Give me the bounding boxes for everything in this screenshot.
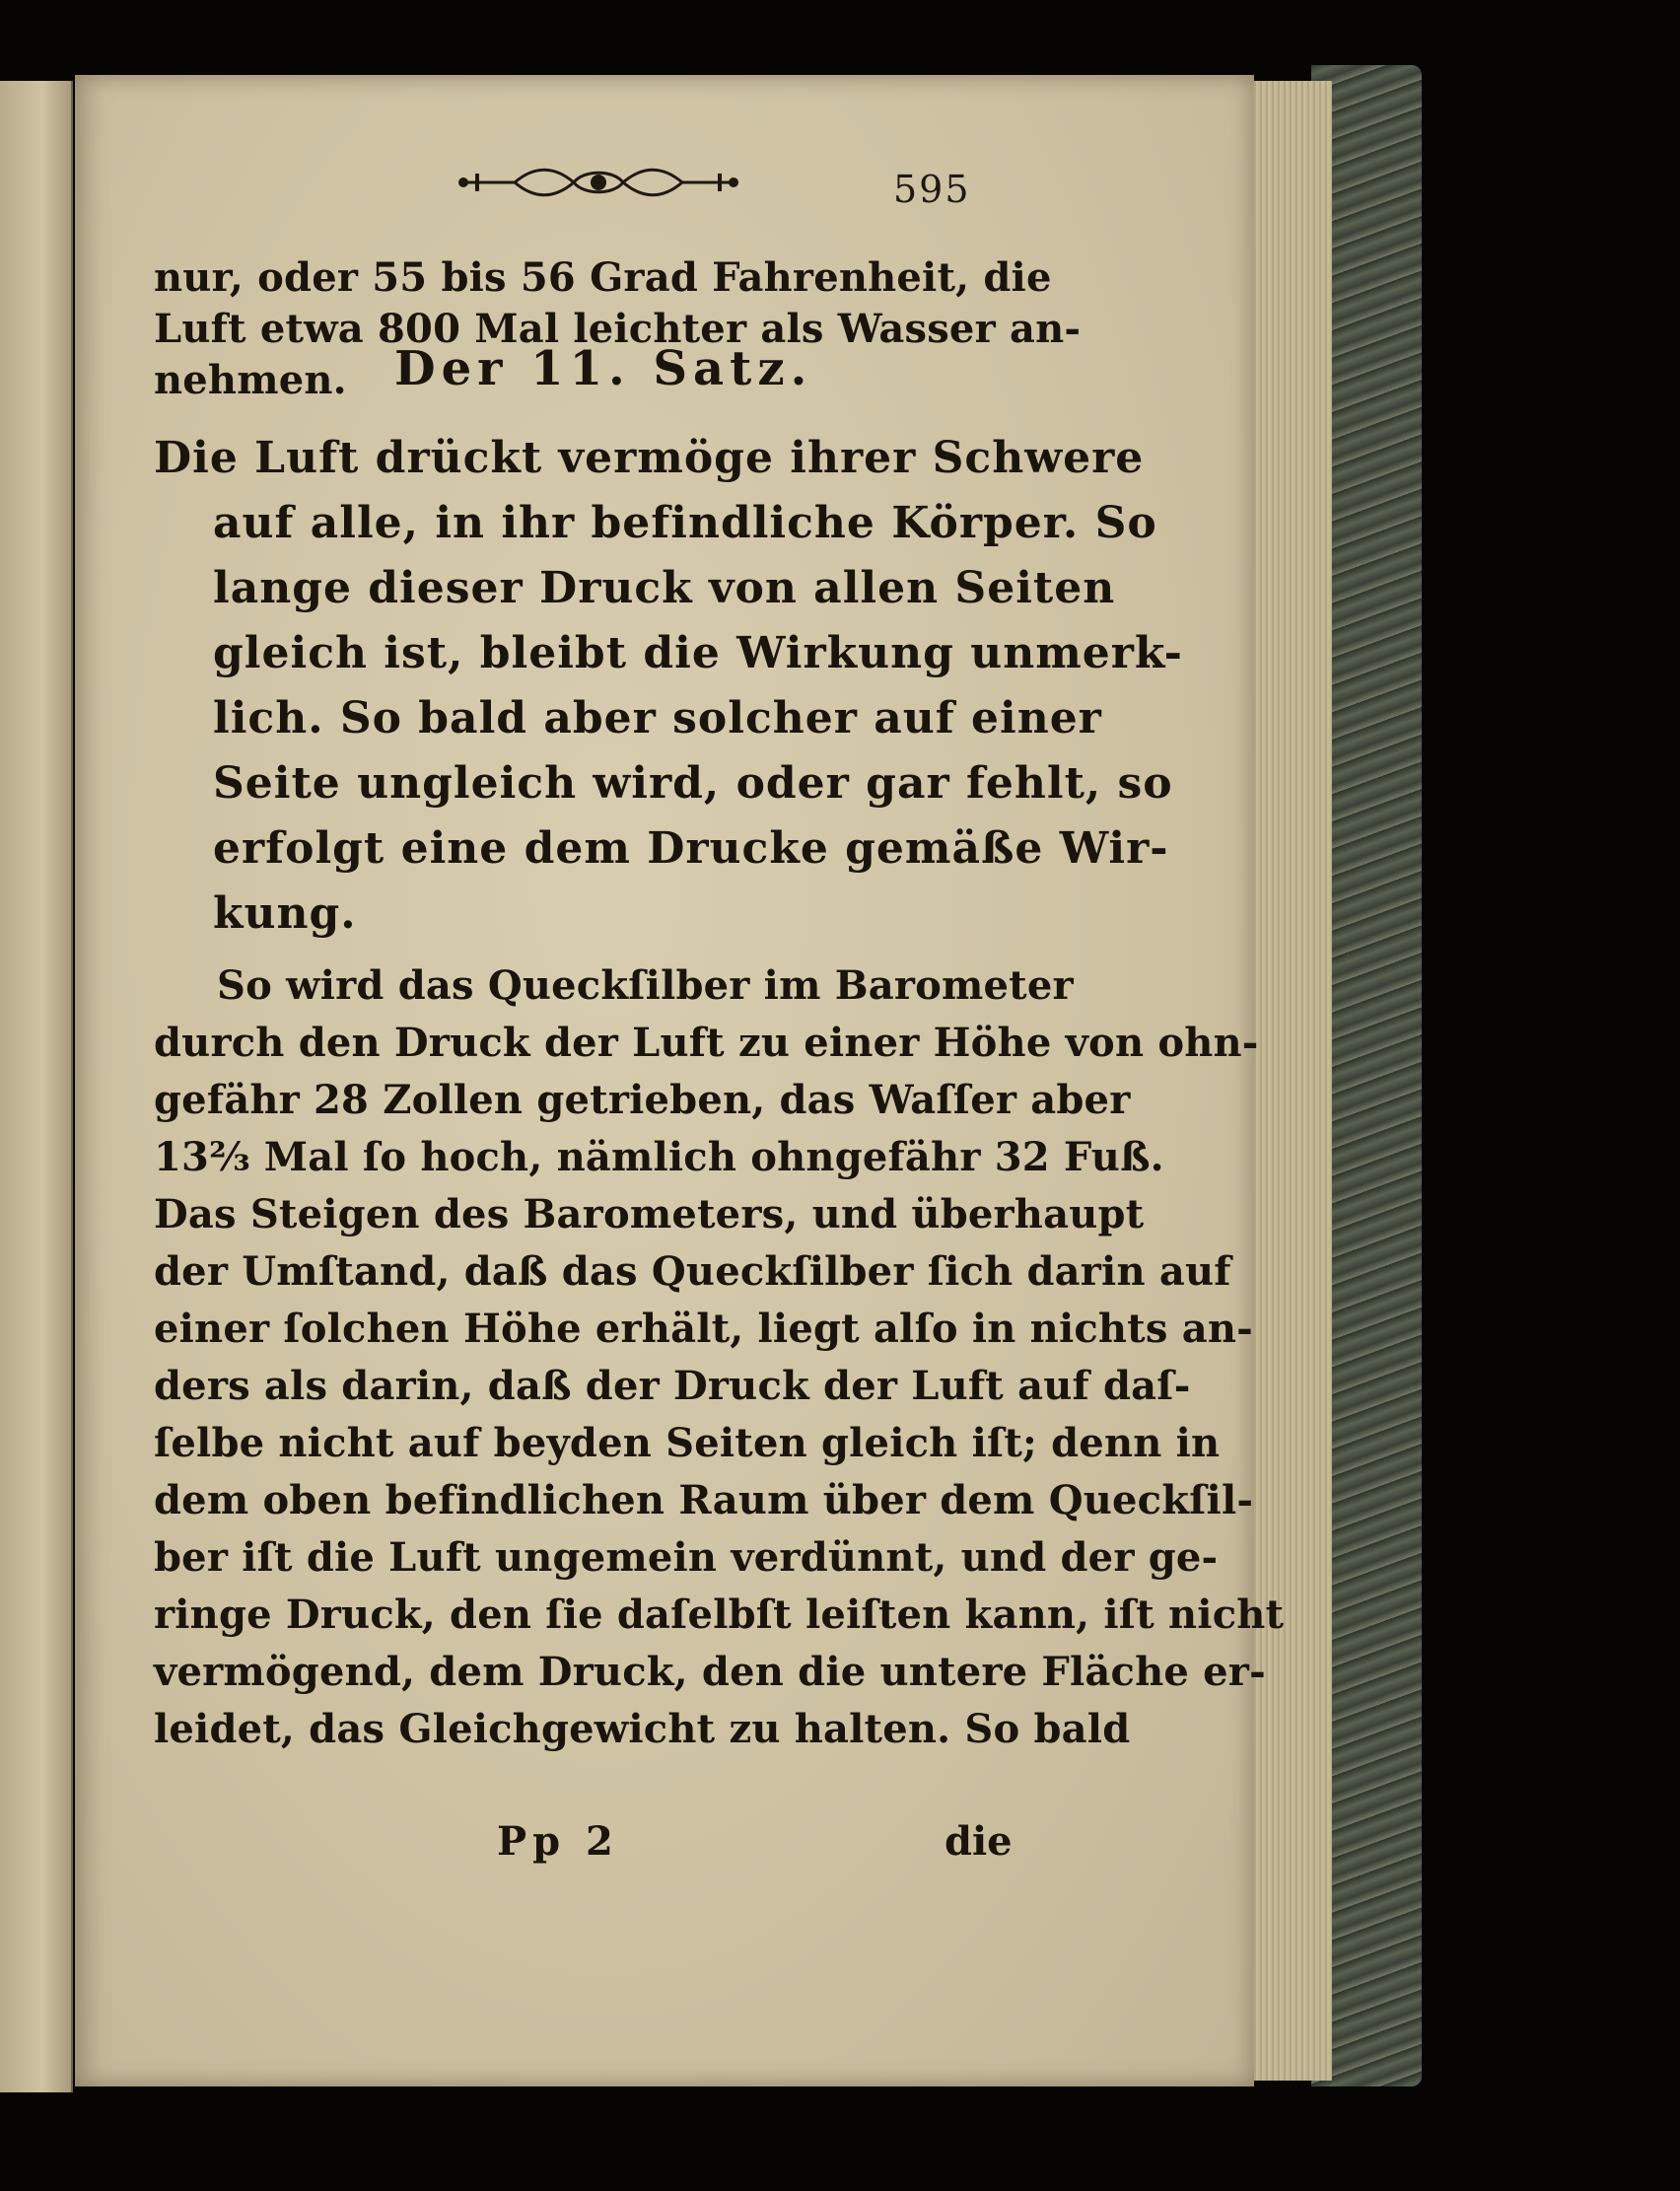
catchword: die	[945, 1818, 1013, 1865]
body-line: der Umſtand, daß das Queckſilber ſich darin auf	[154, 1248, 1231, 1295]
body-line: ber iſt die Luft ungemein verdünnt, und der ge-	[154, 1534, 1219, 1581]
body-line: ſelbe nicht auf beyden Seiten gleich iſt; denn in	[154, 1420, 1221, 1466]
page-content	[75, 75, 1285, 2086]
text-line: nur, oder 55 bis 56 Grad Fahrenheit, die	[154, 254, 1052, 301]
body-line: vermögend, dem Druck, den die untere Fläche er-	[154, 1649, 1266, 1695]
proposition-line: auf alle, in ihr befindliche Körper. So	[213, 498, 1157, 548]
page-edges	[1250, 81, 1332, 2081]
body-line: 13⅔ Mal ſo hoch, nämlich ohngefähr 32 Fuß.	[154, 1134, 1164, 1180]
section-heading: Der 11. Satz.	[394, 341, 813, 396]
body-line: leidet, das Gleichgewicht zu halten. So bald	[154, 1706, 1131, 1752]
previous-page-edge	[0, 81, 73, 2092]
body-line: gefähr 28 Zollen getrieben, das Waſſer aber	[154, 1077, 1131, 1123]
proposition-line: Die Luft drückt vermöge ihrer Schwere	[154, 433, 1145, 483]
book-page	[75, 75, 1285, 2086]
page-number: 595	[893, 168, 971, 211]
text-line: Luft etwa 800 Mal leichter als Wasser an-	[154, 306, 1082, 352]
proposition-line: lange dieser Druck von allen Seiten	[213, 563, 1116, 613]
body-line: ringe Druck, den ſie daſelbſt leiſten kann, iſt nicht	[154, 1591, 1285, 1638]
body-line: durch den Druck der Luft zu einer Höhe von ohn-	[154, 1020, 1259, 1066]
proposition-line: erfolgt eine dem Drucke gemäße Wir-	[213, 823, 1169, 874]
proposition-line: lich. So bald aber solcher auf einer	[213, 693, 1102, 743]
ornament-icon	[455, 160, 741, 205]
body-line: Das Steigen des Barometers, und überhaupt	[154, 1191, 1145, 1237]
body-line: So wird das Queckſilber im Barometer	[217, 962, 1074, 1009]
text-line: nehmen.	[154, 357, 347, 403]
proposition-line: gleich ist, bleibt die Wirkung unmerk-	[213, 628, 1183, 678]
proposition-line: kung.	[213, 888, 357, 939]
signature-mark: Pp 2	[497, 1818, 619, 1865]
body-line: dem oben befindlichen Raum über dem Queckſil-	[154, 1477, 1254, 1523]
body-line: ders als darin, daß der Druck der Luft auf daſ-	[154, 1363, 1191, 1409]
proposition-line: Seite ungleich wird, oder gar fehlt, so	[213, 758, 1173, 809]
body-line: einer ſolchen Höhe erhält, liegt alſo in nichts an-	[154, 1306, 1253, 1352]
